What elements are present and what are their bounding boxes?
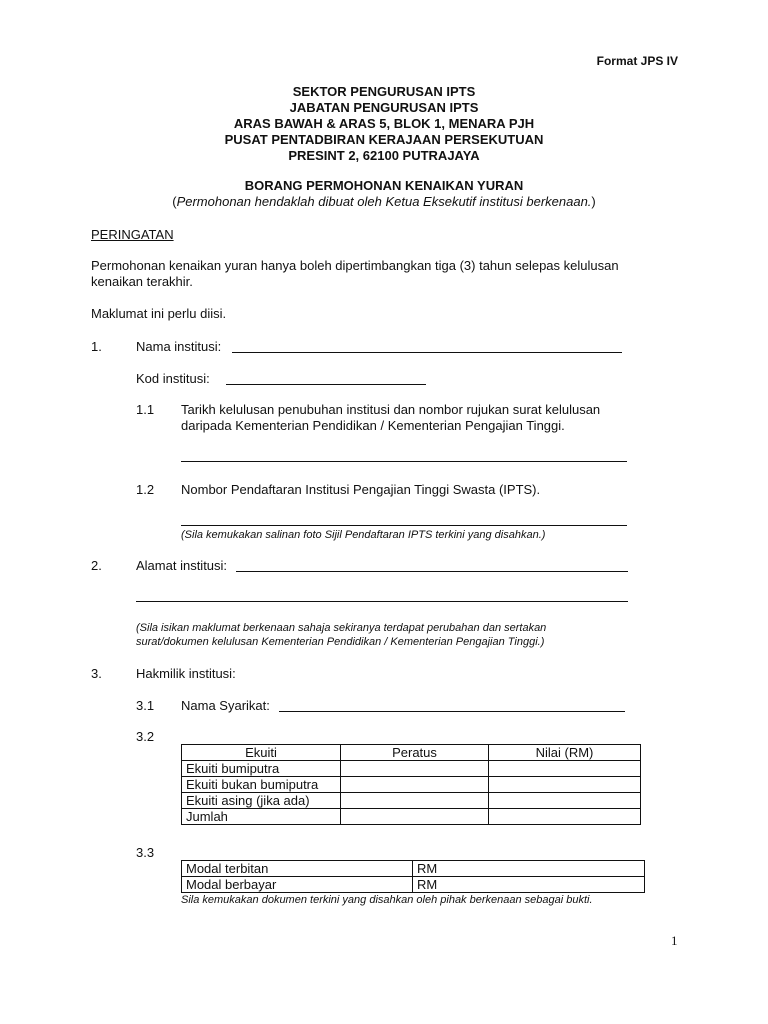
q1-2-text: Nombor Pendaftaran Institusi Pengajian Tinggi Swasta (IPTS). [181, 482, 541, 497]
q3-1-number: 3.1 [136, 698, 155, 713]
equity-header-ekuiti: Ekuiti [182, 745, 341, 761]
equity-value-cell[interactable] [489, 793, 641, 809]
q3-3-note: Sila kemukakan dokumen terkini yang disahkan oleh pihak berkenaan sebagai bukti. [181, 894, 593, 906]
capital-value-cell[interactable]: RM [413, 861, 645, 877]
capital-table [181, 860, 645, 893]
kod-label: Kod institusi: [136, 371, 210, 386]
equity-percent-cell[interactable] [341, 809, 489, 825]
q1-label: Nama institusi: [136, 339, 222, 354]
q3-2-number: 3.2 [136, 729, 155, 744]
registration-number-field[interactable] [181, 525, 627, 526]
equity-value-cell[interactable] [489, 761, 641, 777]
q2-number: 2. [91, 558, 102, 573]
table-row [182, 761, 641, 777]
address-field-1[interactable] [236, 571, 628, 572]
capital-value-cell[interactable]: RM [413, 877, 645, 893]
page-number: 1 [671, 933, 678, 948]
equity-row-label: Jumlah [182, 809, 341, 825]
equity-table-header-row [182, 745, 641, 761]
info-text: Maklumat ini perlu diisi. [91, 306, 227, 321]
equity-percent-cell[interactable] [341, 777, 489, 793]
header-line-1: SEKTOR PENGURUSAN IPTS [292, 84, 476, 99]
header-line-2: JABATAN PENGURUSAN IPTS [289, 100, 479, 115]
q2-label: Alamat institusi: [136, 558, 228, 573]
equity-value-cell[interactable] [489, 809, 641, 825]
form-subtitle: (Permohonan hendaklah dibuat oleh Ketua Eksekutif institusi berkenaan.) [172, 194, 596, 209]
header-line-3: ARAS BAWAH & ARAS 5, BLOK 1, MENARA PJH [233, 116, 535, 131]
q3-number: 3. [91, 666, 102, 681]
q1-1-number: 1.1 [136, 402, 155, 417]
q2-note-1: (Sila isikan maklumat berkenaan sahaja sekiranya terdapat perubahan dan sertakan [136, 622, 547, 634]
warning-text-1: Permohonan kenaikan yuran hanya boleh dipertimbangkan tiga (3) tahun selepas kelulusan [91, 258, 619, 273]
q1-2-note: (Sila kemukakan salinan foto Sijil Pendaftaran IPTS terkini yang disahkan.) [181, 529, 546, 541]
table-row [182, 861, 645, 877]
table-row [182, 809, 641, 825]
q1-2-number: 1.2 [136, 482, 155, 497]
approval-date-field[interactable] [181, 461, 627, 462]
q1-1-text-2: daripada Kementerian Pendidikan / Kementerian Pengajian Tinggi. [181, 418, 565, 433]
equity-header-nilai: Nilai (RM) [489, 745, 641, 761]
q1-1-text-1: Tarikh kelulusan penubuhan institusi dan nombor rujukan surat kelulusan [181, 402, 601, 417]
capital-row-label: Modal berbayar [182, 877, 413, 893]
q3-label: Hakmilik institusi: [136, 666, 236, 681]
table-row [182, 877, 645, 893]
address-field-2[interactable] [136, 601, 628, 602]
institution-code-field[interactable] [226, 384, 426, 385]
warning-text-2: kenaikan terakhir. [91, 274, 193, 289]
equity-table [181, 744, 641, 825]
q2-note-2: surat/dokumen kelulusan Kementerian Pendidikan / Kementerian Pengajian Tinggi.) [136, 636, 545, 648]
q3-3-number: 3.3 [136, 845, 155, 860]
form-subtitle-text: Permohonan hendaklah dibuat oleh Ketua Eksekutif institusi berkenaan. [176, 194, 592, 209]
equity-header-peratus: Peratus [341, 745, 489, 761]
equity-percent-cell[interactable] [341, 761, 489, 777]
equity-row-label: Ekuiti asing (jika ada) [182, 793, 341, 809]
equity-percent-cell[interactable] [341, 793, 489, 809]
header-line-5: PRESINT 2, 62100 PUTRAJAYA [288, 148, 480, 163]
q3-1-label: Nama Syarikat: [181, 698, 270, 713]
table-row [182, 777, 641, 793]
capital-row-label: Modal terbitan [182, 861, 413, 877]
equity-row-label: Ekuiti bukan bumiputra [182, 777, 341, 793]
equity-value-cell[interactable] [489, 777, 641, 793]
header-line-4: PUSAT PENTADBIRAN KERAJAAN PERSEKUTUAN [224, 132, 544, 147]
table-row [182, 793, 641, 809]
company-name-field[interactable] [279, 711, 625, 712]
q1-number: 1. [91, 339, 102, 354]
equity-row-label: Ekuiti bumiputra [182, 761, 341, 777]
warning-heading: PERINGATAN [91, 227, 174, 242]
format-label: Format JPS IV [596, 54, 678, 68]
form-title: BORANG PERMOHONAN KENAIKAN YURAN [244, 178, 524, 193]
institution-name-field[interactable] [232, 352, 622, 353]
